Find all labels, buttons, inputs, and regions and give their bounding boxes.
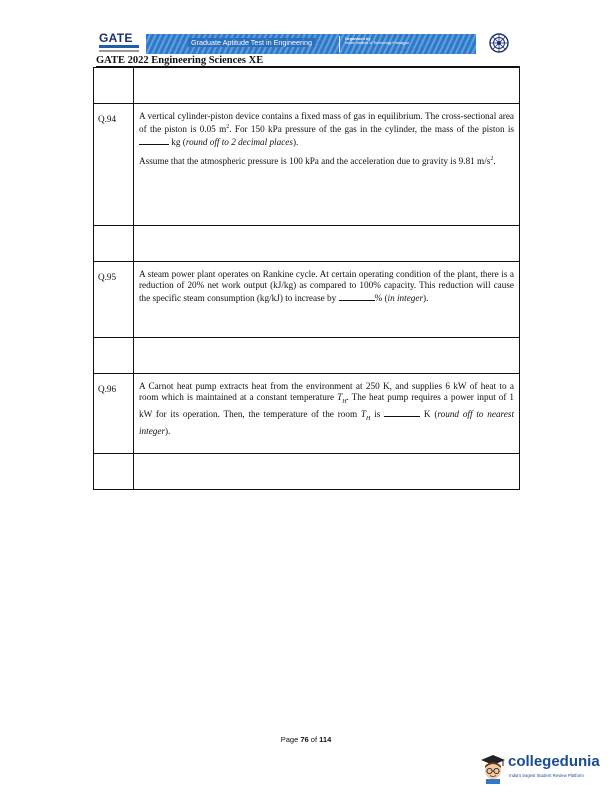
header-banner — [146, 34, 476, 54]
iit-emblem-icon — [488, 32, 510, 54]
question-number-cell — [94, 338, 134, 373]
page-header — [96, 30, 520, 56]
banner-title: Graduate Aptitude Test in Engineering — [188, 38, 315, 47]
collegedunia-brand: collegedunia — [508, 753, 600, 770]
page-number: Page 76 of 114 — [280, 735, 332, 744]
organized-by-label: Organised by — [345, 36, 371, 41]
answer-blank — [139, 136, 169, 145]
gate-logo-bar-secondary — [99, 50, 139, 52]
question-number: Q.96 — [94, 374, 134, 453]
question-number-cell — [94, 68, 134, 103]
question-number: Q.94 — [94, 104, 134, 225]
question-text — [134, 262, 519, 337]
banner-separator — [339, 36, 340, 52]
question-text — [134, 104, 519, 225]
question-paragraph: A steam power plant operates on Rankine cycle. At certain operating condition of the plant, there is a reduction of 20% net work output (kJ/kg) as compared to 100% capacity. This reduction will cause the specific steam consumption (kg/kJ) to increase by % (in integer). — [139, 269, 514, 303]
gate-logo — [96, 30, 144, 56]
question-paragraph: Assume that the atmospheric pressure is 100 kPa and the acceleration due to gravity is 9.81 $m/s^2$. — [139, 155, 496, 167]
question-text-cell — [134, 338, 519, 373]
student-avatar-icon — [480, 754, 506, 784]
answer-blank — [384, 408, 420, 417]
question-text-cell — [134, 226, 519, 261]
question-number: Q.95 — [94, 262, 134, 337]
table-row — [94, 373, 519, 453]
organizer-name: Indian Institute of Technology Kharagpur — [345, 41, 410, 45]
collegedunia-tagline: India's largest Student Review Platform — [509, 773, 584, 778]
table-row — [94, 337, 519, 373]
gate-logo-bar — [99, 45, 139, 48]
document-title: GATE 2022 Engineering Sciences XE — [96, 55, 264, 66]
answer-blank — [339, 292, 375, 301]
collegedunia-logo[interactable] — [478, 748, 612, 788]
gate-logo-text: GATE — [99, 31, 133, 45]
question-text-cell — [134, 68, 519, 103]
question-number-cell — [94, 226, 134, 261]
table-row — [94, 453, 519, 489]
banner-organizer — [345, 36, 409, 46]
question-paragraph: A Carnot heat pump extracts heat from the environment at 250 K, and supplies 6 kW of heat to a room which is maintained at a constant temperature $T_H$. The heat pump requires a power input of 1 kW for its operation. Then, the temperature of the room $T_H$ is K (round off to nearest integer). — [139, 381, 515, 436]
question-text — [134, 374, 519, 453]
table-row — [94, 261, 519, 337]
table-row — [94, 225, 519, 261]
question-number-cell — [94, 454, 134, 489]
question-table — [93, 67, 520, 490]
table-row — [94, 67, 519, 103]
table-row — [94, 103, 519, 225]
question-paragraph: A vertical cylinder-piston device contains a fixed mass of gas in equilibrium. The cross-sectional area of the piston is 0.05 $m^2$. For 150 kPa pressure of the gas in the cylinder, the mass of the piston is kg (round off to 2 decimal places). — [139, 111, 514, 147]
question-text-cell — [134, 454, 519, 489]
